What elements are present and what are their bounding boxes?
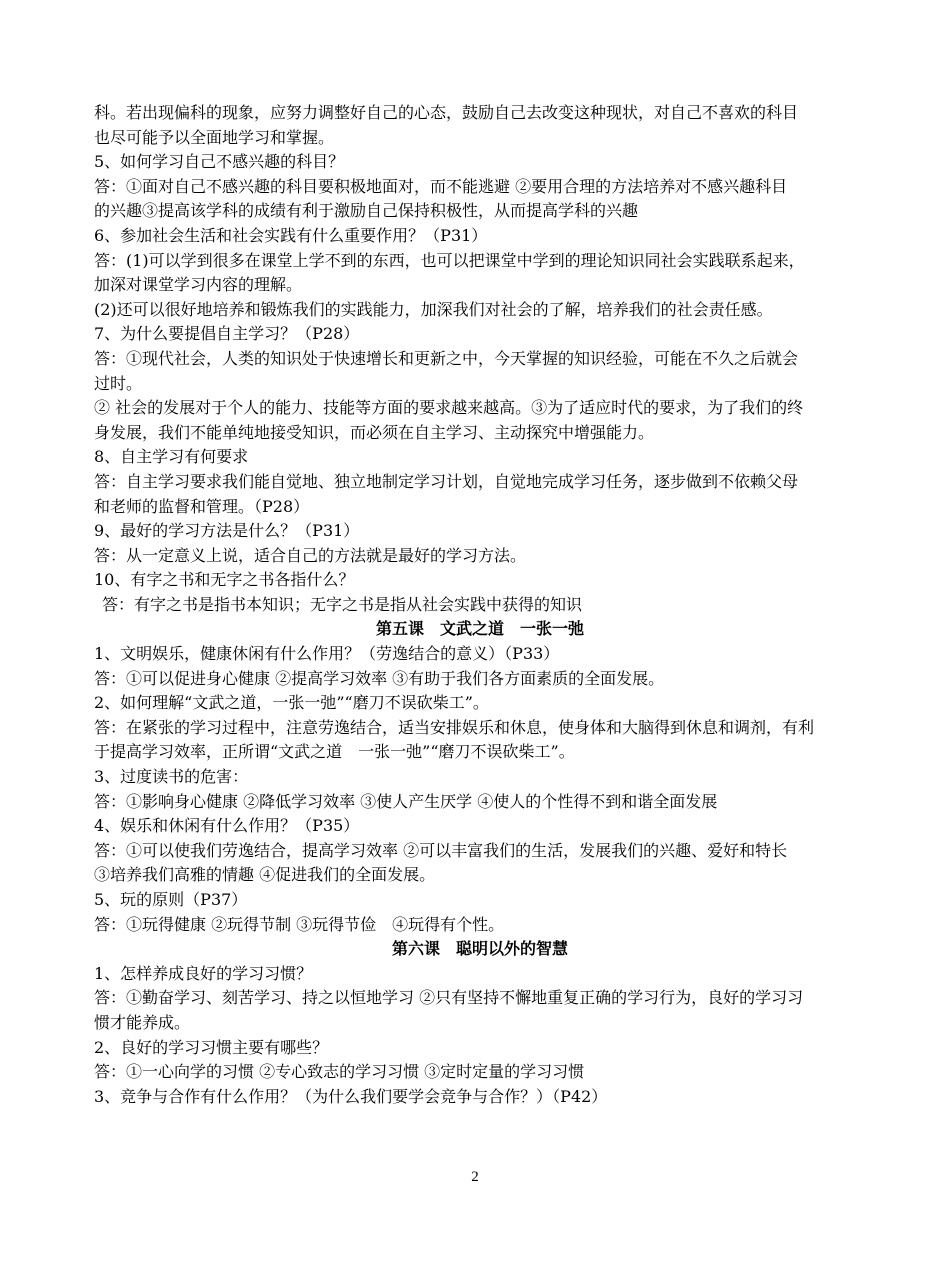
question-line: 3、过度读书的危害： xyxy=(94,767,249,787)
text-line: ② 社会的发展对于个人的能力、技能等方面的要求越来越高。③为了适应时代的要求，为了我们的终 xyxy=(94,398,804,418)
answer-line: 答：①玩得健康 ②玩得节制 ③玩得节俭 ④玩得有个性。 xyxy=(94,914,505,934)
text-line: 于提高学习效率，正所谓“文武之道 一张一弛”“磨刀不误砍柴工”。 xyxy=(94,742,575,762)
question-line: 10、有字之书和无字之书各指什么？ xyxy=(94,570,355,590)
text-line: 加深对课堂学习内容的理解。 xyxy=(94,275,303,295)
text-line: 惯才能养成。 xyxy=(94,1012,191,1032)
text-line: 的兴趣③提高该学科的成绩有利于激励自己保持积极性，从而提高学科的兴趣 xyxy=(94,201,639,221)
answer-line: 答：①勤奋学习、刻苦学习、持之以恒地学习 ②只有坚持不懈地重复正确的学习行为，良好的学习习 xyxy=(94,988,804,1008)
text-line: 身发展，我们不能单纯地接受知识，而必须在自主学习、主动探究中增强能力。 xyxy=(94,422,655,442)
answer-line: 答：自主学习要求我们能自觉地、独立地制定学习计划，自觉地完成学习任务，逐步做到不依赖父母 xyxy=(94,471,799,491)
answer-line: 答：①一心向学的习惯 ②专心致志的学习习惯 ③定时定量的学习习惯 xyxy=(94,1062,585,1082)
question-line: 3、竞争与合作有什么作用？（为什么我们要学会竞争与合作？）（P42） xyxy=(94,1086,608,1106)
text-line: 科。若出现偏科的现象，应努力调整好自己的心态，鼓励自己去改变这种现状，对自己不喜欢的科目 xyxy=(94,103,799,122)
question-line: 7、为什么要提倡自主学习？（P28） xyxy=(94,324,360,344)
answer-line: 答：①可以使我们劳逸结合，提高学习效率 ②可以丰富我们的生活，发展我们的兴趣、爱好和特长 xyxy=(94,840,788,860)
question-line: 9、最好的学习方法是什么？（P31） xyxy=(94,521,360,541)
text-line: 过时。 xyxy=(94,373,143,393)
question-line: 6、参加社会生活和社会实践有什么重要作用？（P31） xyxy=(94,225,488,245)
question-line: 5、如何学习自己不感兴趣的科目？ xyxy=(94,152,345,172)
text-line: 和老师的监督和管理。（P28） xyxy=(94,496,310,516)
page-number: 2 xyxy=(471,1169,479,1185)
answer-line: 答：(1)可以学到很多在课堂上学不到的东西，也可以把课堂中学到的理论知识同社会实践联系起来， xyxy=(94,250,805,270)
question-line: 1、文明娱乐，健康休闲有什么作用？（劳逸结合的意义）（P33） xyxy=(94,644,560,664)
answer-line: 答：①面对自己不感兴趣的科目要积极地面对，而不能逃避 ②要用合理的方法培养对不感兴趣科目 xyxy=(94,176,788,196)
section-heading: 第五课 文武之道 一张一弛 xyxy=(375,619,584,639)
question-line: 2、如何理解“文武之道，一张一弛”“磨刀不误砍柴工”。 xyxy=(94,693,489,713)
answer-line: 答：在紧张的学习过程中，注意劳逸结合，适当安排娱乐和休息，使身体和大脑得到休息和调剂，有利 xyxy=(94,717,815,737)
question-line: 1、怎样养成良好的学习习惯？ xyxy=(94,963,313,983)
question-line: 5、玩的原则（P37） xyxy=(94,890,248,909)
text-line: (2)还可以很好地培养和锻炼我们的实践能力，加深我们对社会的了解，培养我们的社会责任感。 xyxy=(94,299,773,319)
answer-line: 答：①现代社会，人类的知识处于快速增长和更新之中，今天掌握的知识经验，可能在不久之后就会 xyxy=(94,348,799,368)
answer-line: 答：①影响身心健康 ②降低学习效率 ③使人产生厌学 ④使人的个性得不到和谐全面发展 xyxy=(94,791,718,811)
question-line: 4、娱乐和休闲有什么作用？（P35） xyxy=(94,816,360,836)
answer-line: 答：从一定意义上说，适合自己的方法就是最好的学习方法。 xyxy=(94,545,527,565)
text-line: ③培养我们高雅的情趣 ④促进我们的全面发展。 xyxy=(94,865,436,885)
question-line: 2、良好的学习习惯主要有哪些？ xyxy=(94,1037,329,1057)
text-line: 也尽可能予以全面地学习和掌握。 xyxy=(94,127,335,147)
question-line: 8、自主学习有何要求 xyxy=(94,447,249,467)
answer-line: 答：①可以促进身心健康 ②提高学习效率 ③有助于我们各方面素质的全面发展。 xyxy=(94,668,665,688)
section-heading: 第六课 聪明以外的智慧 xyxy=(391,939,568,959)
answer-line: 答：有字之书是指书本知识；无字之书是指从社会实践中获得的知识 xyxy=(102,594,583,614)
